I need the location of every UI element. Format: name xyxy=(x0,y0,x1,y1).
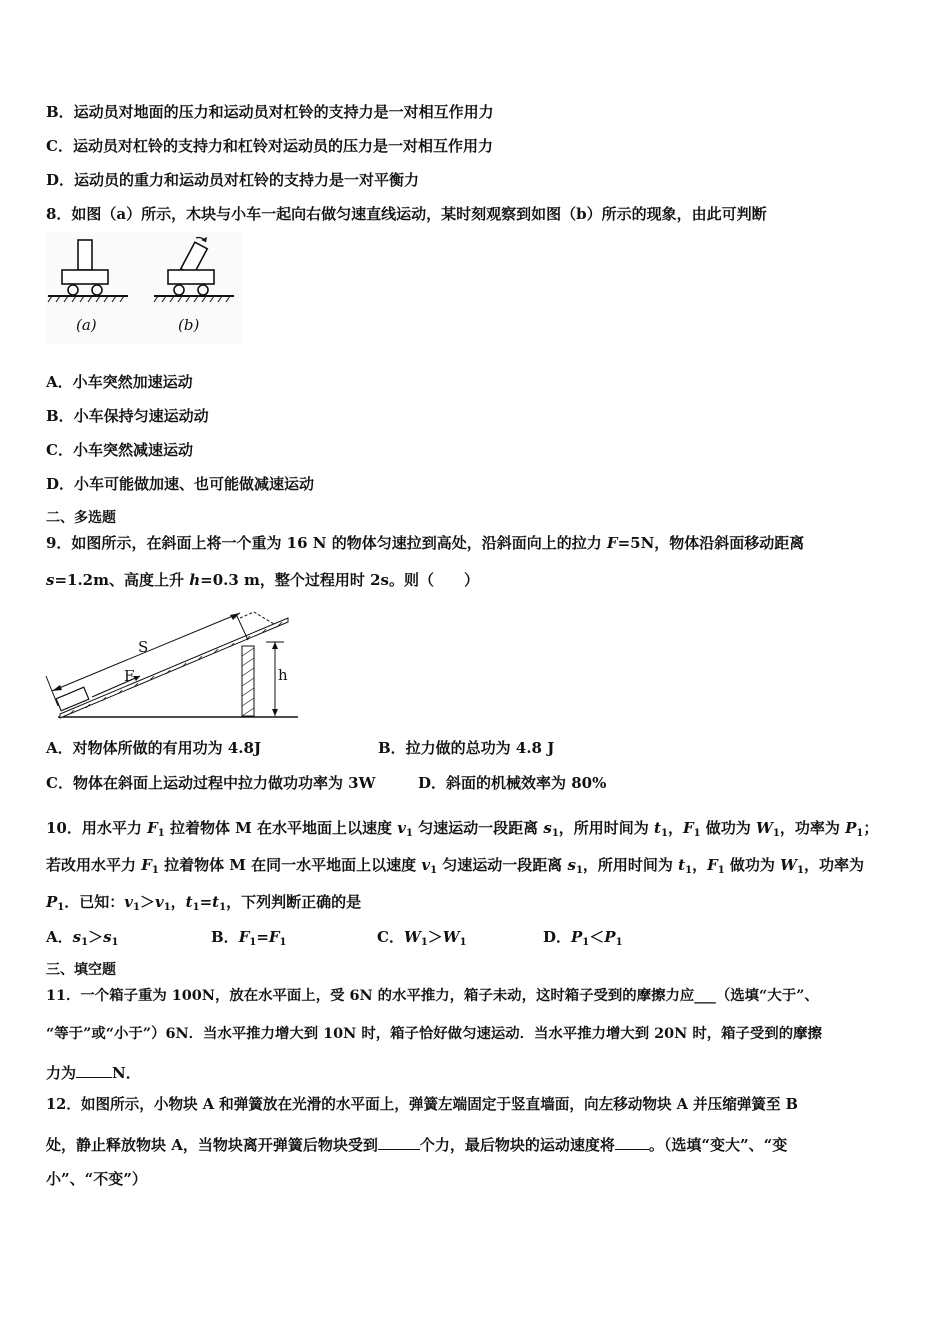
q10-option-c: C．$W_1>W_1$ xyxy=(377,928,467,948)
q10-option-a: A．$s_1>s_1$ xyxy=(46,928,119,948)
q9-stem-line2: s=1.2m、高度上升 h=0.3 m，整个过程用时 2s。则（ ） xyxy=(46,571,479,589)
q12-line1: 12．如图所示，小物块 A 和弹簧放在光滑的水平面上，弹簧左端固定于竖直墙面，向左移动物块 A 并压缩弹簧至 B xyxy=(46,1096,799,1113)
q12-line3: 小”、“不变”） xyxy=(46,1170,147,1188)
answer-blank xyxy=(76,1061,112,1078)
q8-cart-figure xyxy=(46,232,242,344)
q12-line2: 处，静止释放物块 A，当物块离开弹簧后物块受到 个力，最后物块的运动速度将 。（选填“变大”、“变 xyxy=(46,1133,787,1155)
q8-option-a: A．小车突然加速运动 xyxy=(46,373,193,391)
q11-line1: 11．一个箱子重为 100N，放在水平面上，受 6N 的水平推力，箱子未动，这时箱子受到的摩擦力应___（选填“大于”、 xyxy=(46,987,819,1004)
q10-option-b: B．$F_1=F_1$ xyxy=(211,928,287,948)
q9-option-b: B．拉力做的总功为 4.8 J xyxy=(378,739,555,757)
q9-option-d: D．斜面的机械效率为 80% xyxy=(418,774,607,792)
q9-option-a: A．对物体所做的有用功为 4.8J xyxy=(46,739,262,757)
q8-option-c: C．小车突然减速运动 xyxy=(46,441,193,459)
section-title-fill-in: 三、填空题 xyxy=(46,962,116,978)
q10-line1: 10．用水平力 $F_1$ 拉着物体 M 在水平地面上以速度 $v_1$ 匀速运动一段距离 $s_1$，所用时间为 $t_1$，$F_1$ 做功为 $W_1$，功率为 $P_1$； xyxy=(46,819,879,839)
answer-blank xyxy=(615,1133,649,1150)
label-h: h xyxy=(278,666,288,684)
fig-label-b: (b) xyxy=(178,316,200,334)
q8-option-b: B．小车保持匀速运动动 xyxy=(46,407,209,425)
q10-option-d: D．$P_1<P_1$ xyxy=(543,928,623,948)
q7-option-d: D．运动员的重力和运动员对杠铃的支持力是一对平衡力 xyxy=(46,171,420,189)
q11-line3: 力为 N． xyxy=(46,1061,141,1083)
q10-line2: 若改用水平力 $F_1$ 拉着物体 M 在同一水平地面上以速度 $v_1$ 匀速运动一段距离 $s_1$，所用时间为 $t_1$，$F_1$ 做功为 $W_1$，功率为 xyxy=(46,856,864,876)
fig-label-a: (a) xyxy=(76,316,97,334)
label-F: F xyxy=(124,667,135,685)
q7-option-c: C．运动员对杠铃的支持力和杠铃对运动员的压力是一对相互作用力 xyxy=(46,137,493,155)
q8-option-d: D．小车可能做加速、也可能做减速运动 xyxy=(46,475,315,493)
q7-option-b: B．运动员对地面的压力和运动员对杠铃的支持力是一对相互作用力 xyxy=(46,103,494,121)
q9-incline-figure xyxy=(40,610,302,722)
support-post xyxy=(242,646,254,716)
q10-line3: $P_1$．已知：$v_1>v_1$，$t_1=t_1$，下列判断正确的是 xyxy=(46,893,362,913)
label-S: S xyxy=(138,638,149,656)
q9-stem-line1: 9．如图所示，在斜面上将一个重为 16 N 的物体匀速拉到高处，沿斜面向上的拉力 F=5N，物体沿斜面移动距离 xyxy=(46,534,805,552)
q8-stem: 8．如图（a）所示，木块与小车一起向右做匀速直线运动，某时刻观察到如图（b）所示的现象，由此可判断 xyxy=(46,205,767,223)
block-upright xyxy=(78,240,92,270)
q11-line2: “等于”或“小于”）6N．当水平推力增大到 10N 时，箱子恰好做匀速运动．当水平推力增大到 20N 时，箱子受到的摩擦 xyxy=(46,1025,822,1042)
section-title-multiple-choice: 二、多选题 xyxy=(46,510,116,526)
answer-blank xyxy=(378,1133,420,1150)
q9-option-c: C．物体在斜面上运动过程中拉力做功功率为 3W xyxy=(46,774,376,792)
